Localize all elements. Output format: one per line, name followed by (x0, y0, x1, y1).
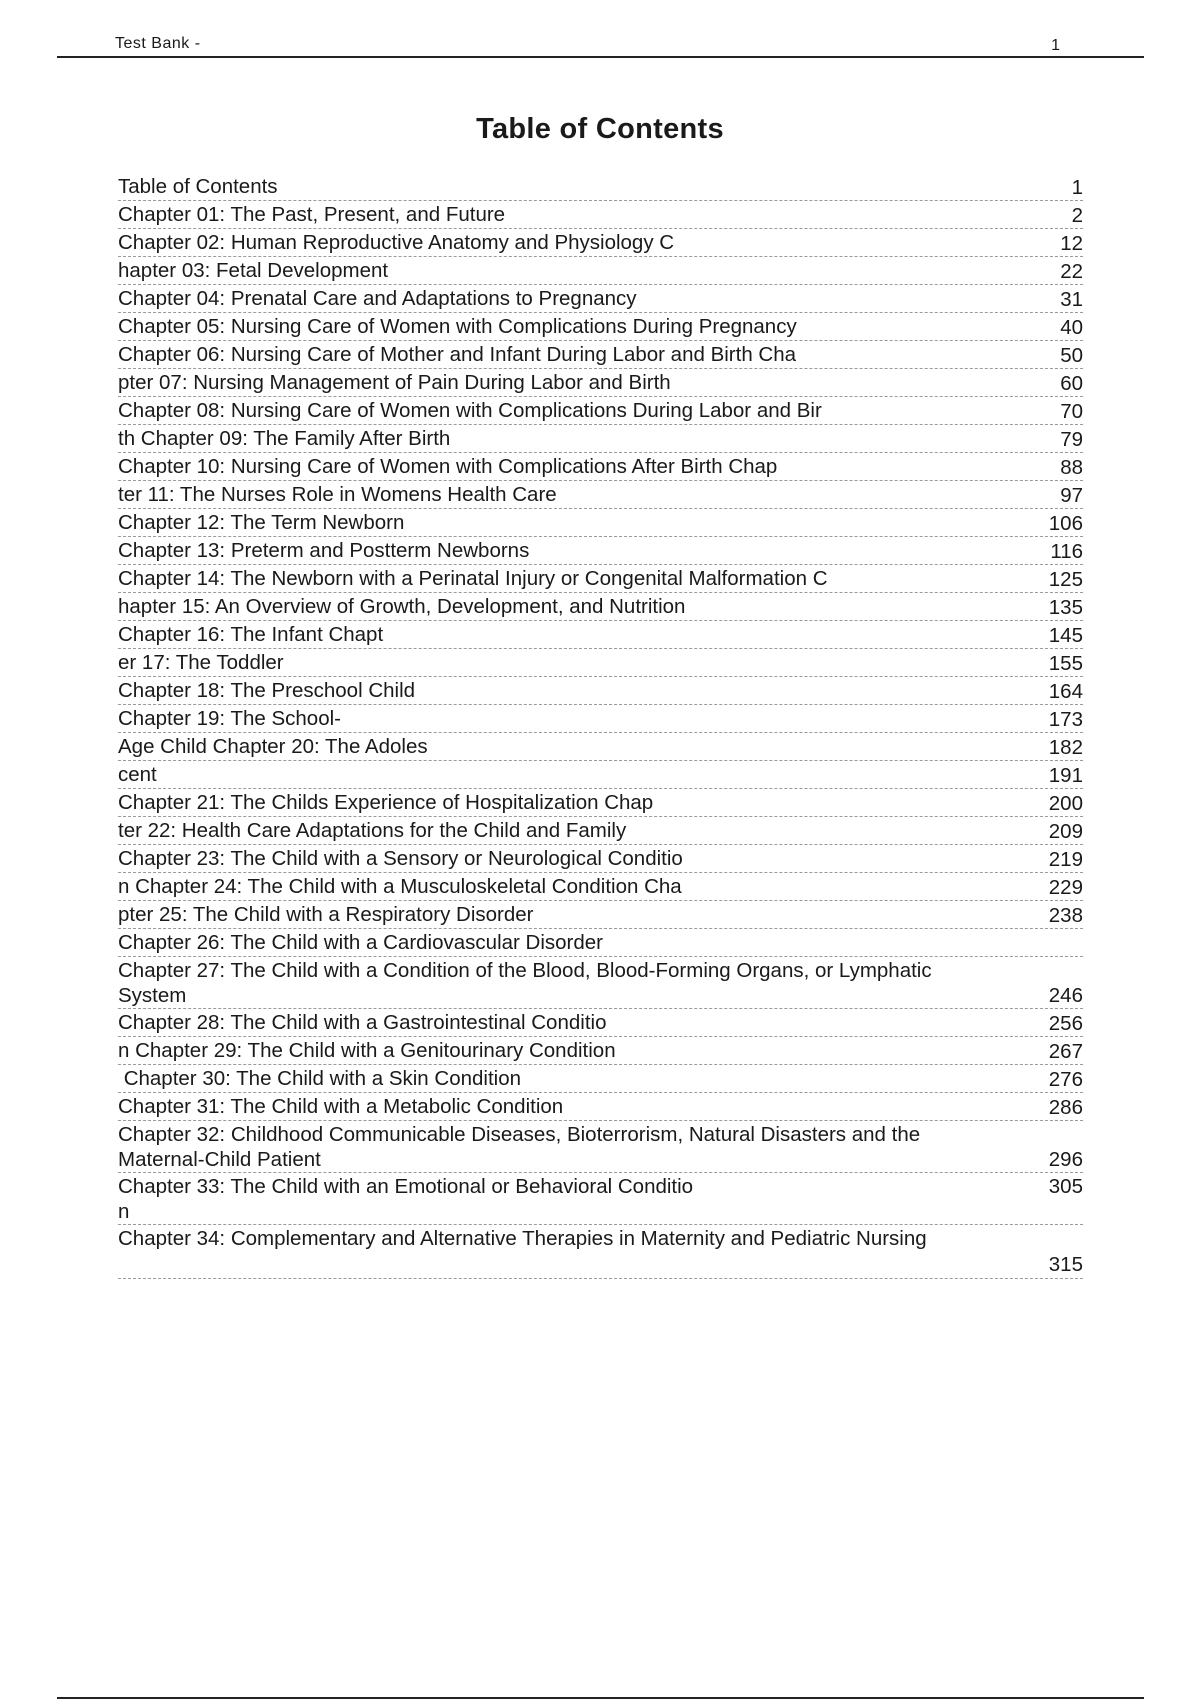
toc-entry[interactable] (118, 537, 1083, 565)
toc-entry[interactable] (118, 341, 1083, 369)
toc-entry-page: 191 (1048, 764, 1083, 787)
toc-entry-page: 31 (1060, 288, 1083, 311)
toc-entry-page: 70 (1060, 400, 1083, 423)
toc-entry[interactable] (118, 1065, 1083, 1093)
toc-entry-text: hapter 03: Fetal Development (118, 259, 389, 282)
toc-entry[interactable] (118, 565, 1083, 593)
toc-entry[interactable] (118, 229, 1083, 257)
toc-entry[interactable] (118, 593, 1083, 621)
toc-entry-page: 125 (1048, 568, 1083, 591)
toc-entry-page: 315 (1048, 1253, 1083, 1276)
toc-entry[interactable] (118, 817, 1083, 845)
toc-entry-page: 88 (1060, 456, 1083, 479)
toc-entry-page: 296 (1048, 1148, 1083, 1171)
toc-entry-page: 209 (1048, 820, 1083, 843)
toc-entry-page: 40 (1060, 316, 1083, 339)
toc-entry-text: pter 07: Nursing Management of Pain During Labor and Birth (118, 371, 671, 394)
toc-entry-page: 219 (1048, 848, 1083, 871)
toc-entry-page: 50 (1060, 344, 1083, 367)
toc-entry-page: 182 (1048, 736, 1083, 759)
toc-entry-text: hapter 15: An Overview of Growth, Development, and Nutrition (118, 595, 686, 618)
toc-entry-text: Chapter 16: The Infant Chapt (118, 623, 384, 646)
toc-entry-text: Chapter 31: The Child with a Metabolic Condition (118, 1095, 564, 1118)
toc-entry-page: 246 (1048, 984, 1083, 1007)
toc-entry-text: Chapter 26: The Child with a Cardiovascular Disorder (118, 931, 604, 954)
toc-entry[interactable] (118, 1173, 1083, 1225)
toc-entry-text: cent (118, 763, 157, 786)
header-title: Test Bank - (115, 35, 201, 52)
toc-entry[interactable] (118, 425, 1083, 453)
toc-entry[interactable] (118, 677, 1083, 705)
toc-entry[interactable] (118, 873, 1083, 901)
toc-entry-page: 116 (1050, 540, 1083, 563)
toc-entry-text: Chapter 02: Human Reproductive Anatomy and Physiology C (118, 231, 675, 254)
toc-entry-page: 256 (1048, 1012, 1083, 1035)
toc-entry[interactable] (118, 621, 1083, 649)
toc-entry[interactable] (118, 957, 1083, 1009)
toc-entry-page: 1 (1071, 176, 1083, 199)
toc-entry-page: 305 (1048, 1175, 1083, 1198)
header-page-number: 1 (1051, 37, 1060, 54)
toc-entry-page: 97 (1060, 484, 1083, 507)
toc-entry-page: 200 (1048, 792, 1083, 815)
toc-entry-text: Chapter 19: The School- (118, 707, 341, 730)
toc-entry-page: 238 (1048, 904, 1083, 927)
toc-entry-text: Chapter 33: The Child with an Emotional or Behavioral Conditio (118, 1175, 694, 1198)
toc-entry-text: Chapter 34: Complementary and Alternative Therapies in Maternity and Pediatric Nursing (118, 1227, 927, 1250)
toc-entry-page: 60 (1060, 372, 1083, 395)
toc-entry[interactable] (118, 649, 1083, 677)
toc-entry-text: Chapter 32: Childhood Communicable Diseases, Bioterrorism, Natural Disasters and the (118, 1123, 921, 1146)
toc-entry-page: 229 (1048, 876, 1083, 899)
toc-entry[interactable] (118, 397, 1083, 425)
toc-entry-text: Chapter 12: The Term Newborn (118, 511, 405, 534)
toc-entry-text: n Chapter 29: The Child with a Genitourinary Condition (118, 1039, 616, 1062)
toc-entry-text: n (118, 1200, 130, 1223)
toc-entry-page: 12 (1060, 232, 1083, 255)
toc-entry-text: Chapter 14: The Newborn with a Perinatal Injury or Congenital Malformation C (118, 567, 828, 590)
toc-entry-text: Chapter 21: The Childs Experience of Hospitalization Chap (118, 791, 654, 814)
toc-entry-page: 155 (1048, 652, 1083, 675)
page-header (57, 32, 1144, 58)
toc-entry-text: Chapter 05: Nursing Care of Women with Complications During Pregnancy (118, 315, 797, 338)
toc-entry-text: er 17: The Toddler (118, 651, 284, 674)
toc-entry[interactable] (118, 1037, 1083, 1065)
toc-entry[interactable] (118, 929, 1083, 957)
toc-entry[interactable] (118, 369, 1083, 397)
toc-entry-page: 2 (1071, 204, 1083, 227)
toc-entry-text: ter 22: Health Care Adaptations for the Child and Family (118, 819, 627, 842)
toc-entry[interactable] (118, 705, 1083, 733)
toc-entry-page: 22 (1060, 260, 1083, 283)
toc-entry-text: th Chapter 09: The Family After Birth (118, 427, 451, 450)
toc-entry-page: 286 (1048, 1096, 1083, 1119)
toc-entry[interactable] (118, 1093, 1083, 1121)
toc-entry[interactable] (118, 285, 1083, 313)
toc-entry-text: Age Child Chapter 20: The Adoles (118, 735, 428, 758)
toc-entry-text: n Chapter 24: The Child with a Musculoskeletal Condition Cha (118, 875, 682, 898)
toc-entry[interactable] (118, 257, 1083, 285)
toc-entry[interactable] (118, 509, 1083, 537)
toc-entry[interactable] (118, 761, 1083, 789)
toc-entry[interactable] (118, 313, 1083, 341)
toc-entry-text: pter 25: The Child with a Respiratory Disorder (118, 903, 534, 926)
toc-entry[interactable] (118, 789, 1083, 817)
toc-entry[interactable] (118, 845, 1083, 873)
toc-entry[interactable] (118, 201, 1083, 229)
toc-entry[interactable] (118, 1225, 1083, 1279)
footer-rule (57, 1697, 1144, 1699)
toc-entry-text: Chapter 06: Nursing Care of Mother and Infant During Labor and Birth Cha (118, 343, 797, 366)
toc-entry-page: 145 (1048, 624, 1083, 647)
toc-entry-text: Chapter 23: The Child with a Sensory or Neurological Conditio (118, 847, 683, 870)
toc-entry-text: Chapter 28: The Child with a Gastrointestinal Conditio (118, 1011, 607, 1034)
toc-entry-text: Chapter 30: The Child with a Skin Condition (118, 1067, 522, 1090)
toc-entry-text: System (118, 984, 187, 1007)
toc-entry-text: Maternal-Child Patient (118, 1148, 321, 1171)
toc-entry-page: 276 (1048, 1068, 1083, 1091)
toc-entry-text: Chapter 08: Nursing Care of Women with Complications During Labor and Bir (118, 399, 822, 422)
toc-entry-page: 106 (1048, 512, 1083, 535)
table-of-contents (118, 173, 1083, 1279)
toc-entry-page: 267 (1048, 1040, 1083, 1063)
toc-entry[interactable] (118, 901, 1083, 929)
toc-entry-text: Chapter 13: Preterm and Postterm Newborns (118, 539, 530, 562)
toc-entry-text: Chapter 04: Prenatal Care and Adaptations to Pregnancy (118, 287, 637, 310)
toc-entry-text: Chapter 27: The Child with a Condition of the Blood, Blood-Forming Organs, or Lymphatic (118, 959, 932, 982)
toc-entry[interactable] (118, 733, 1083, 761)
toc-entry-text: Chapter 10: Nursing Care of Women with Complications After Birth Chap (118, 455, 778, 478)
toc-entry[interactable] (118, 453, 1083, 481)
toc-entry[interactable] (118, 481, 1083, 509)
toc-entry[interactable] (118, 173, 1083, 201)
toc-entry-page: 79 (1060, 428, 1083, 451)
toc-entry-page: 135 (1048, 596, 1083, 619)
toc-entry-text: Chapter 01: The Past, Present, and Future (118, 203, 506, 226)
toc-entry-text: Chapter 18: The Preschool Child (118, 679, 416, 702)
toc-entry-text: Table of Contents (118, 175, 278, 198)
toc-entry-page: 164 (1048, 680, 1083, 703)
toc-entry-page: 173 (1048, 708, 1083, 731)
toc-entry[interactable] (118, 1121, 1083, 1173)
page-title: Table of Contents (476, 113, 724, 145)
toc-entry[interactable] (118, 1009, 1083, 1037)
toc-entry-text: ter 11: The Nurses Role in Womens Health Care (118, 483, 557, 506)
